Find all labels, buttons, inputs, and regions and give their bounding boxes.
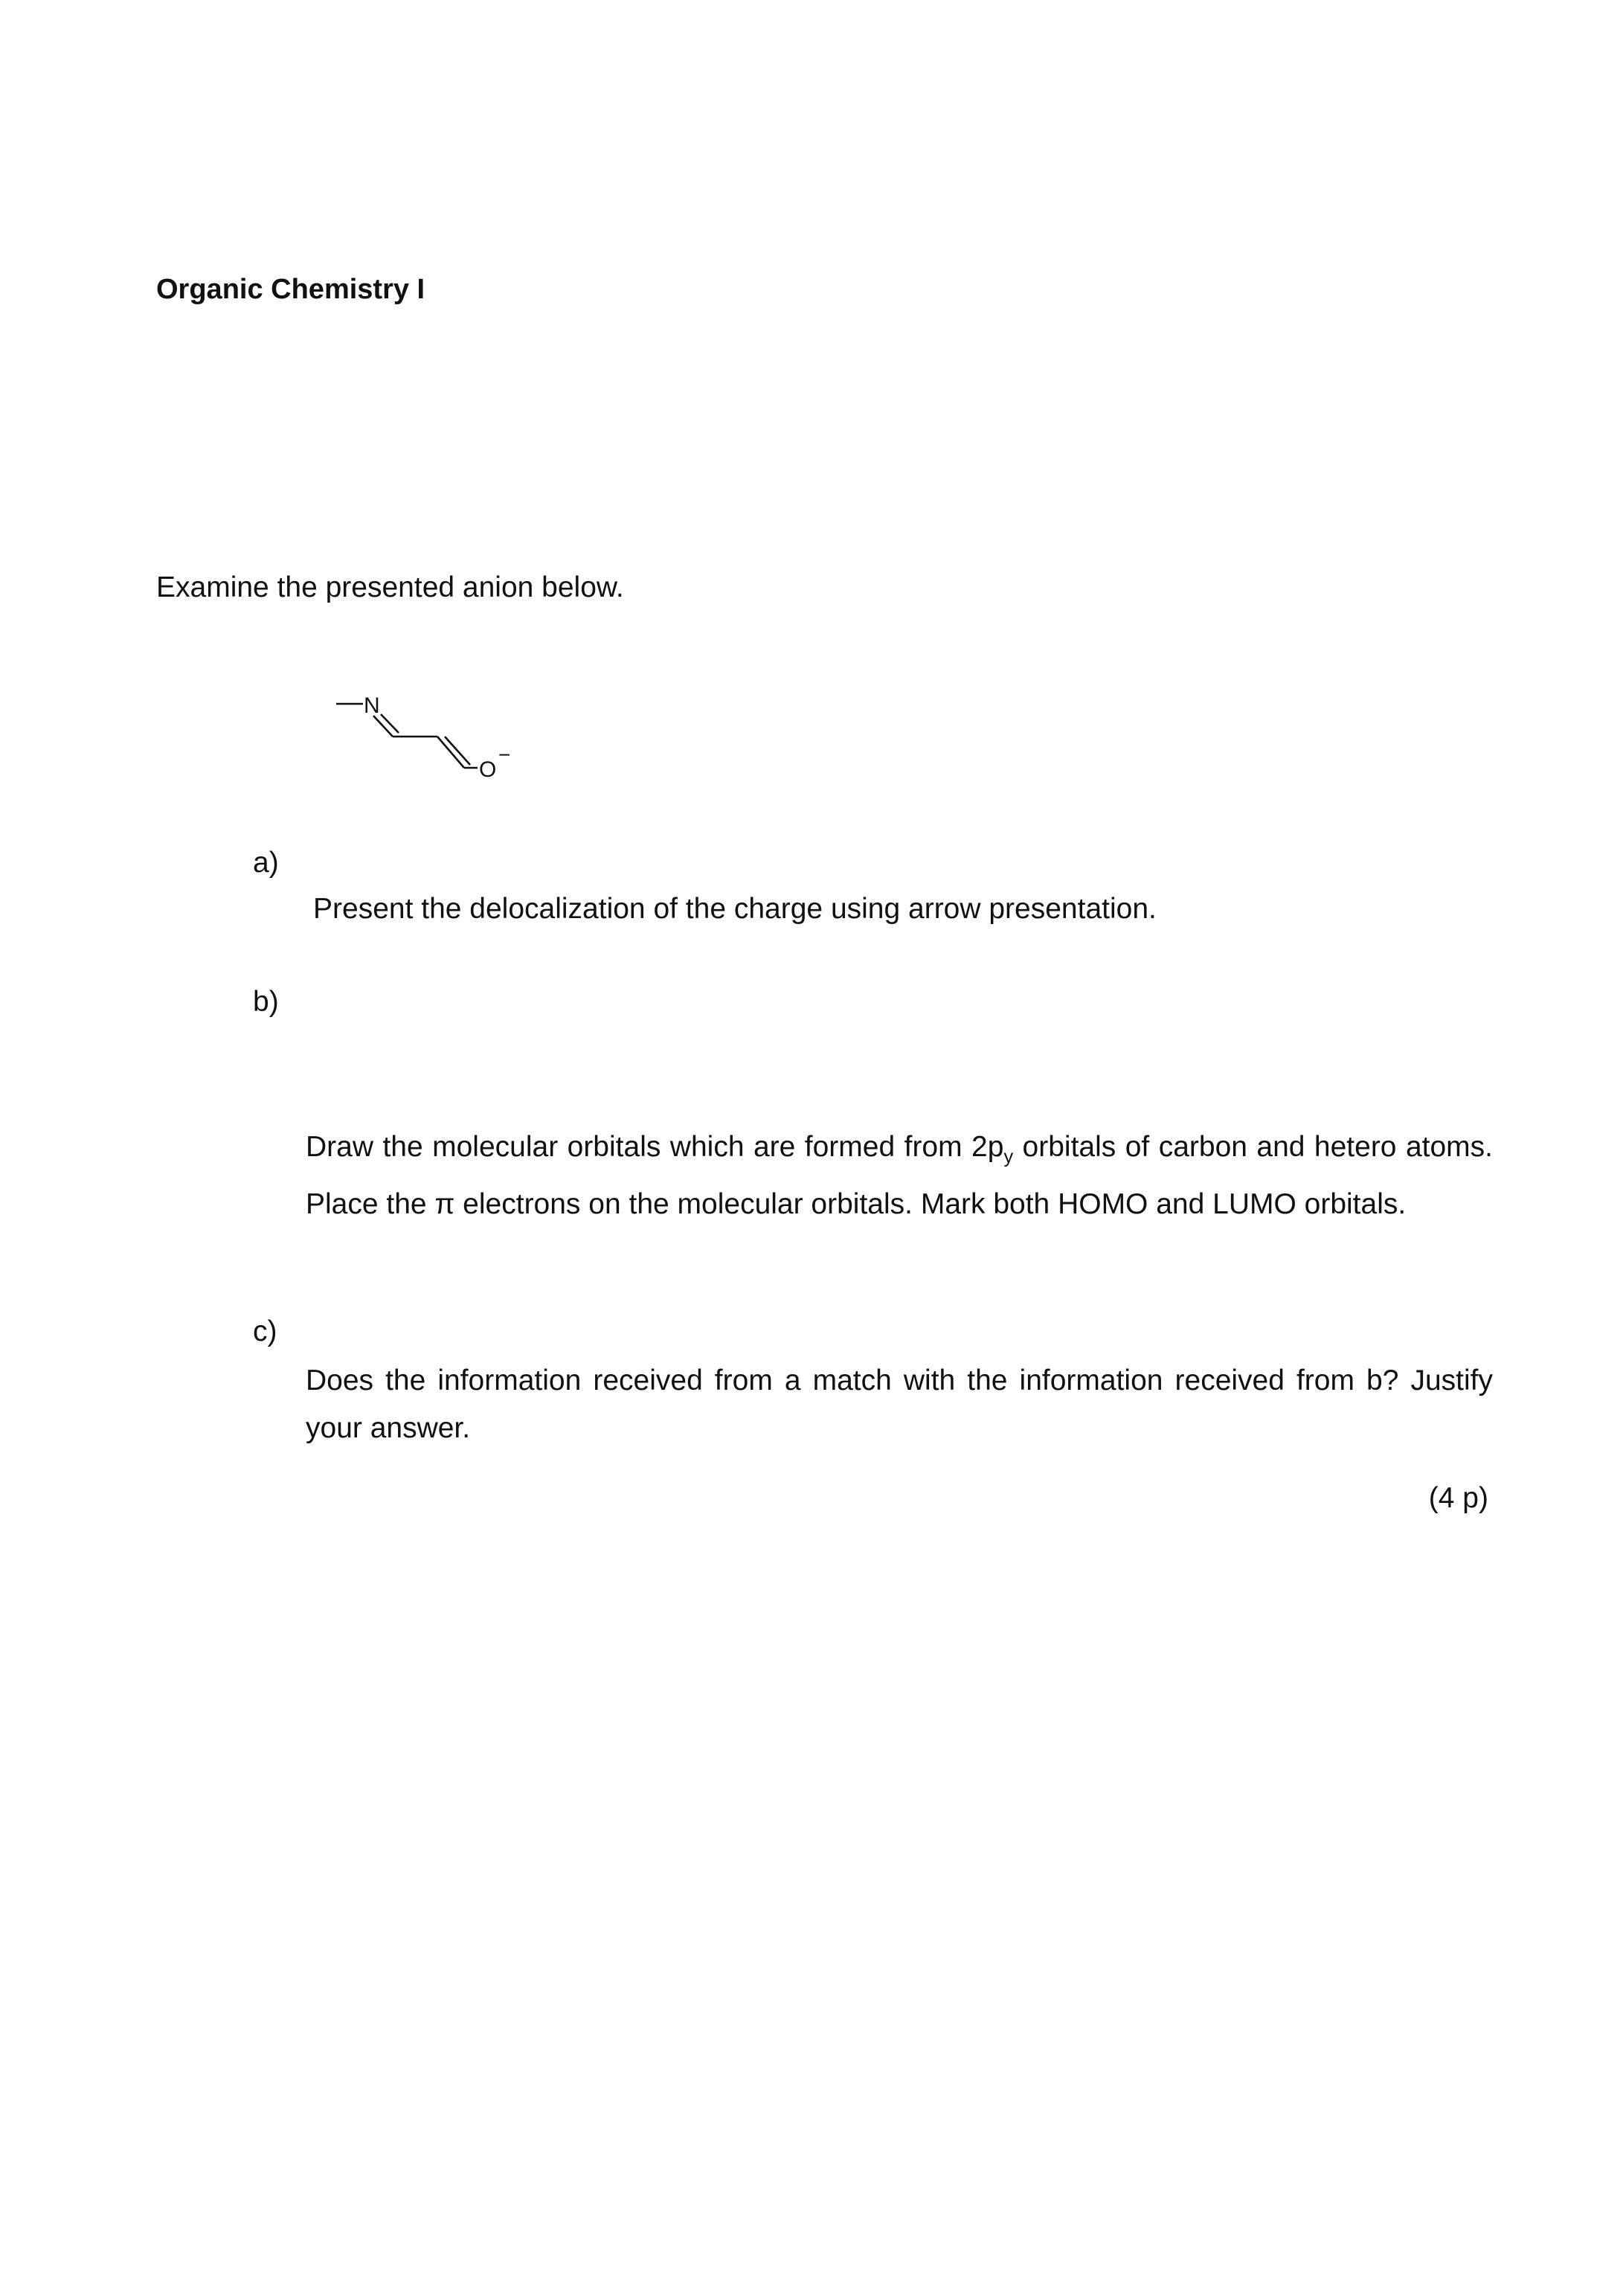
oxygen-atom: O — [479, 757, 497, 782]
question-a-text: Present the delocalization of the charge using arrow presentation. — [313, 893, 1157, 925]
question-c-label: c) — [253, 1315, 277, 1347]
question-b-text — [306, 1123, 1493, 1228]
nitrogen-atom: N — [364, 693, 380, 718]
question-b-text-part2: orbitals of carbon and hetero atoms. Place the π electrons on the molecular orbitals. Mark both HOMO and LUMO orbitals. — [306, 1131, 1493, 1220]
anion-structure — [327, 684, 536, 796]
question-c-text: Does the information received from a match with the information received from b? Justify your answer. — [306, 1365, 1493, 1444]
question-a-label: a) — [253, 847, 279, 879]
question-b-subscript: y — [1003, 1146, 1014, 1167]
question-b-label: b) — [253, 986, 279, 1018]
question-b-text-part1: Draw the molecular orbitals which are formed from 2p — [306, 1131, 1004, 1163]
points-value: (4 p) — [1428, 1482, 1488, 1514]
negative-charge: − — [498, 743, 511, 766]
page-title: Organic Chemistry I — [156, 274, 425, 305]
n-c-double-bond-1 — [373, 716, 393, 737]
c-c-double-bond-1 — [437, 737, 464, 768]
intro-text: Examine the presented anion below. — [156, 571, 624, 603]
n-c-double-bond-2 — [381, 714, 399, 733]
